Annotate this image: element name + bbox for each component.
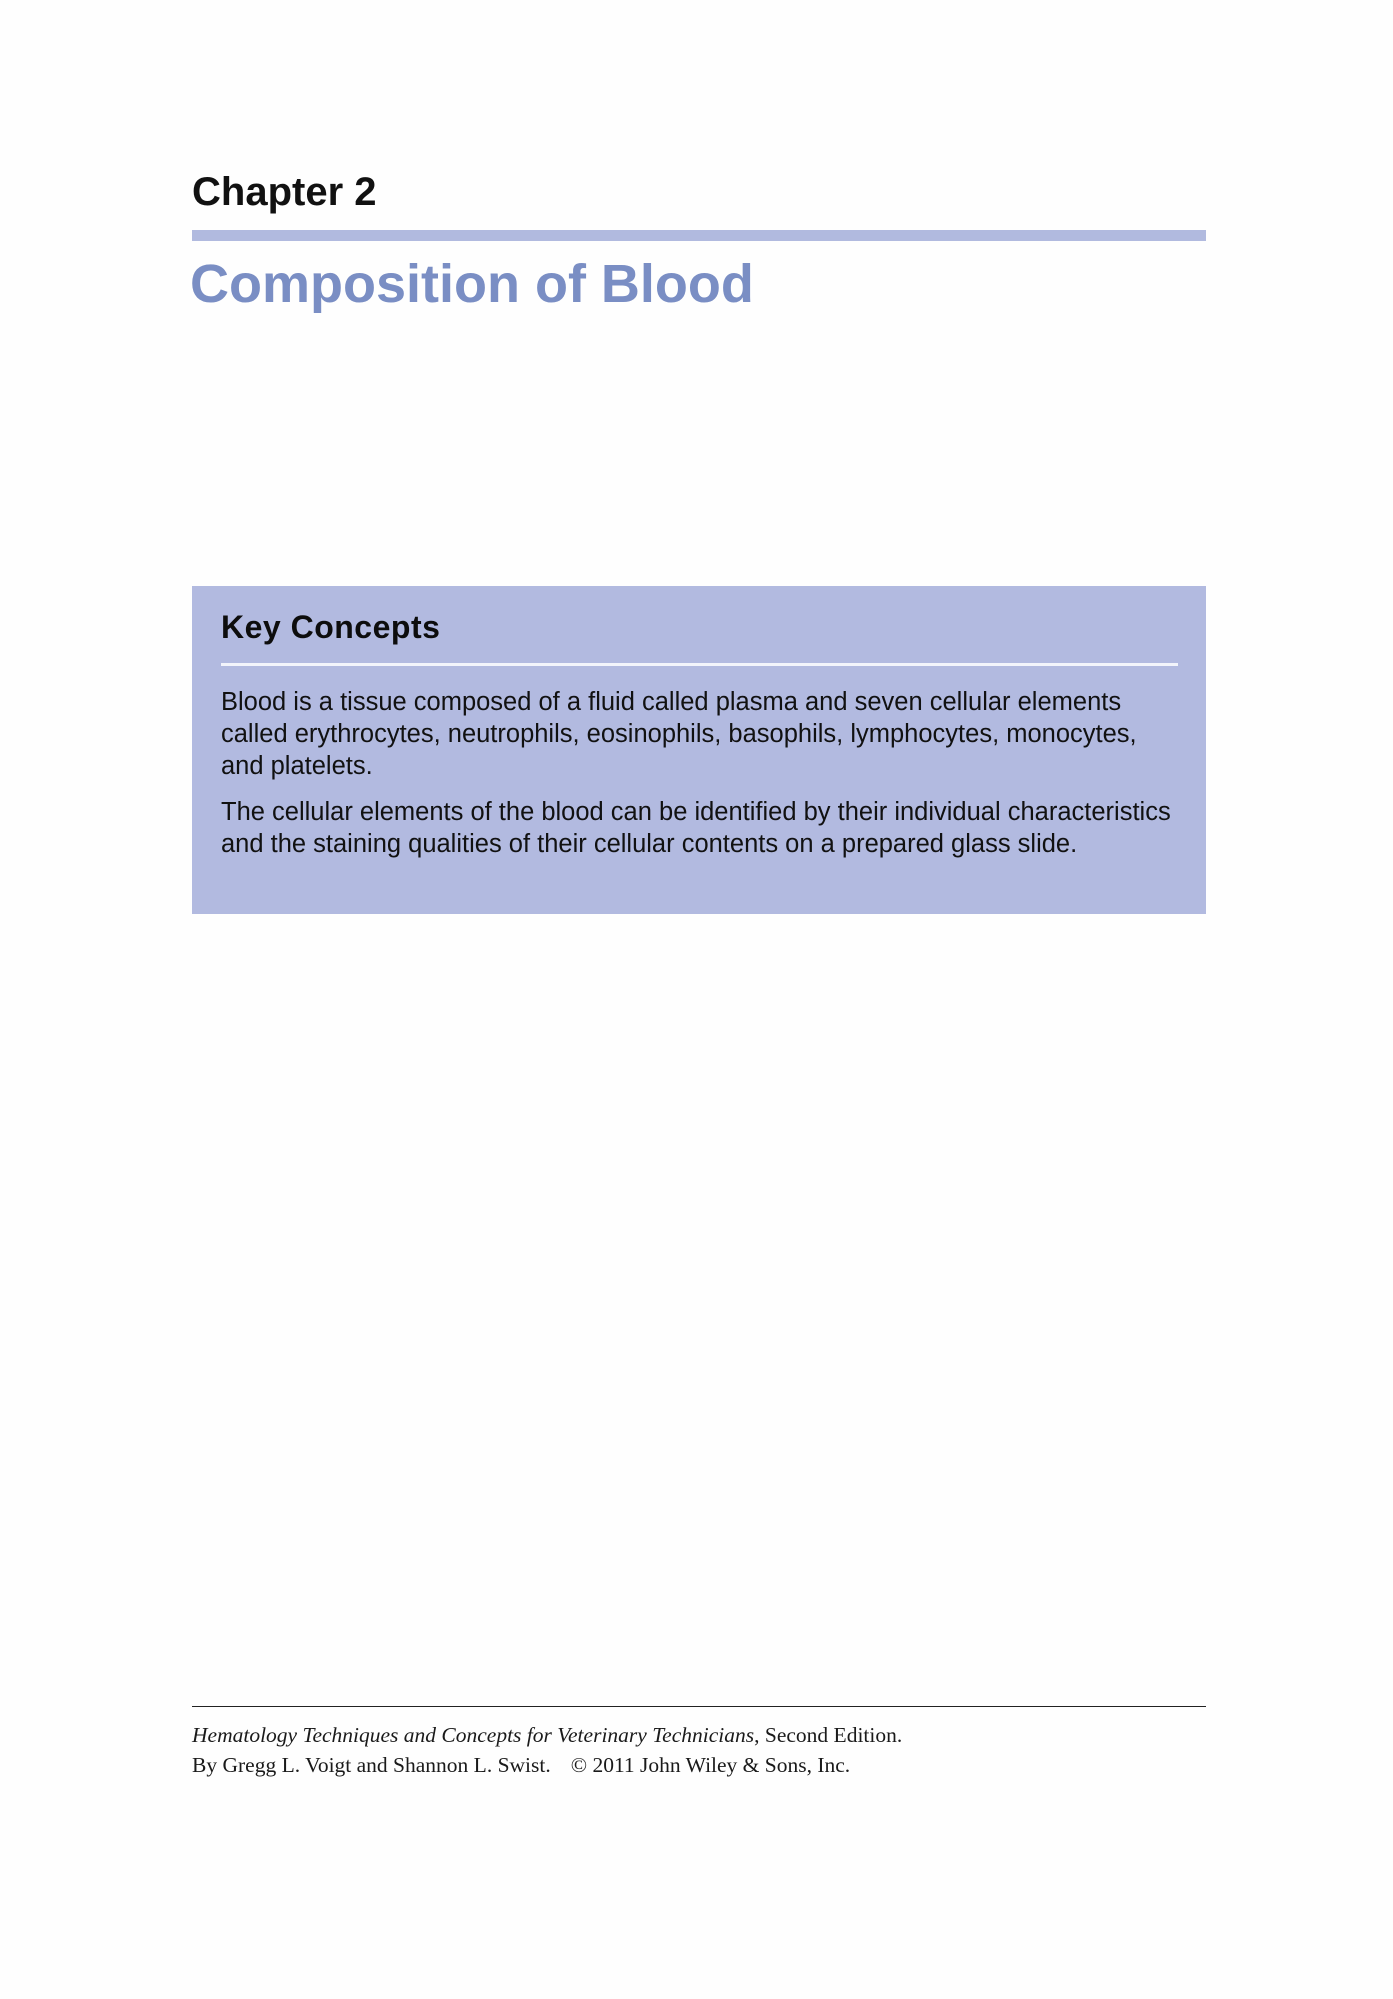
key-concepts-heading: Key Concepts (221, 609, 441, 645)
chapter-label: Chapter 2 (192, 170, 377, 214)
chapter-title: Composition of Blood (190, 254, 754, 314)
key-concept-paragraph: Blood is a tissue composed of a fluid called plasma and seven cellular elements called erythrocytes, neutrophils, eosinophils, basophils, lymphocytes, monocytes, and platelets. (221, 688, 1137, 780)
footer-divider (192, 1706, 1206, 1707)
footer-line-authors (192, 1750, 902, 1780)
footer-citation (192, 1720, 902, 1780)
footer-line-book (192, 1720, 902, 1750)
key-concepts-divider (221, 663, 1178, 666)
key-concept-paragraph: The cellular elements of the blood can be identified by their individual characteristics and the staining qualities of their cellular contents on a prepared glass slide. (221, 798, 1171, 858)
copyright-notice: © 2011 John Wiley & Sons, Inc. (570, 1753, 851, 1777)
title-divider (192, 230, 1206, 241)
book-edition: , Second Edition. (754, 1723, 903, 1747)
key-concepts-box (192, 586, 1206, 914)
book-title: Hematology Techniques and Concepts for Veterinary Technicians (192, 1723, 755, 1747)
book-authors: By Gregg L. Voigt and Shannon L. Swist. (192, 1753, 551, 1777)
